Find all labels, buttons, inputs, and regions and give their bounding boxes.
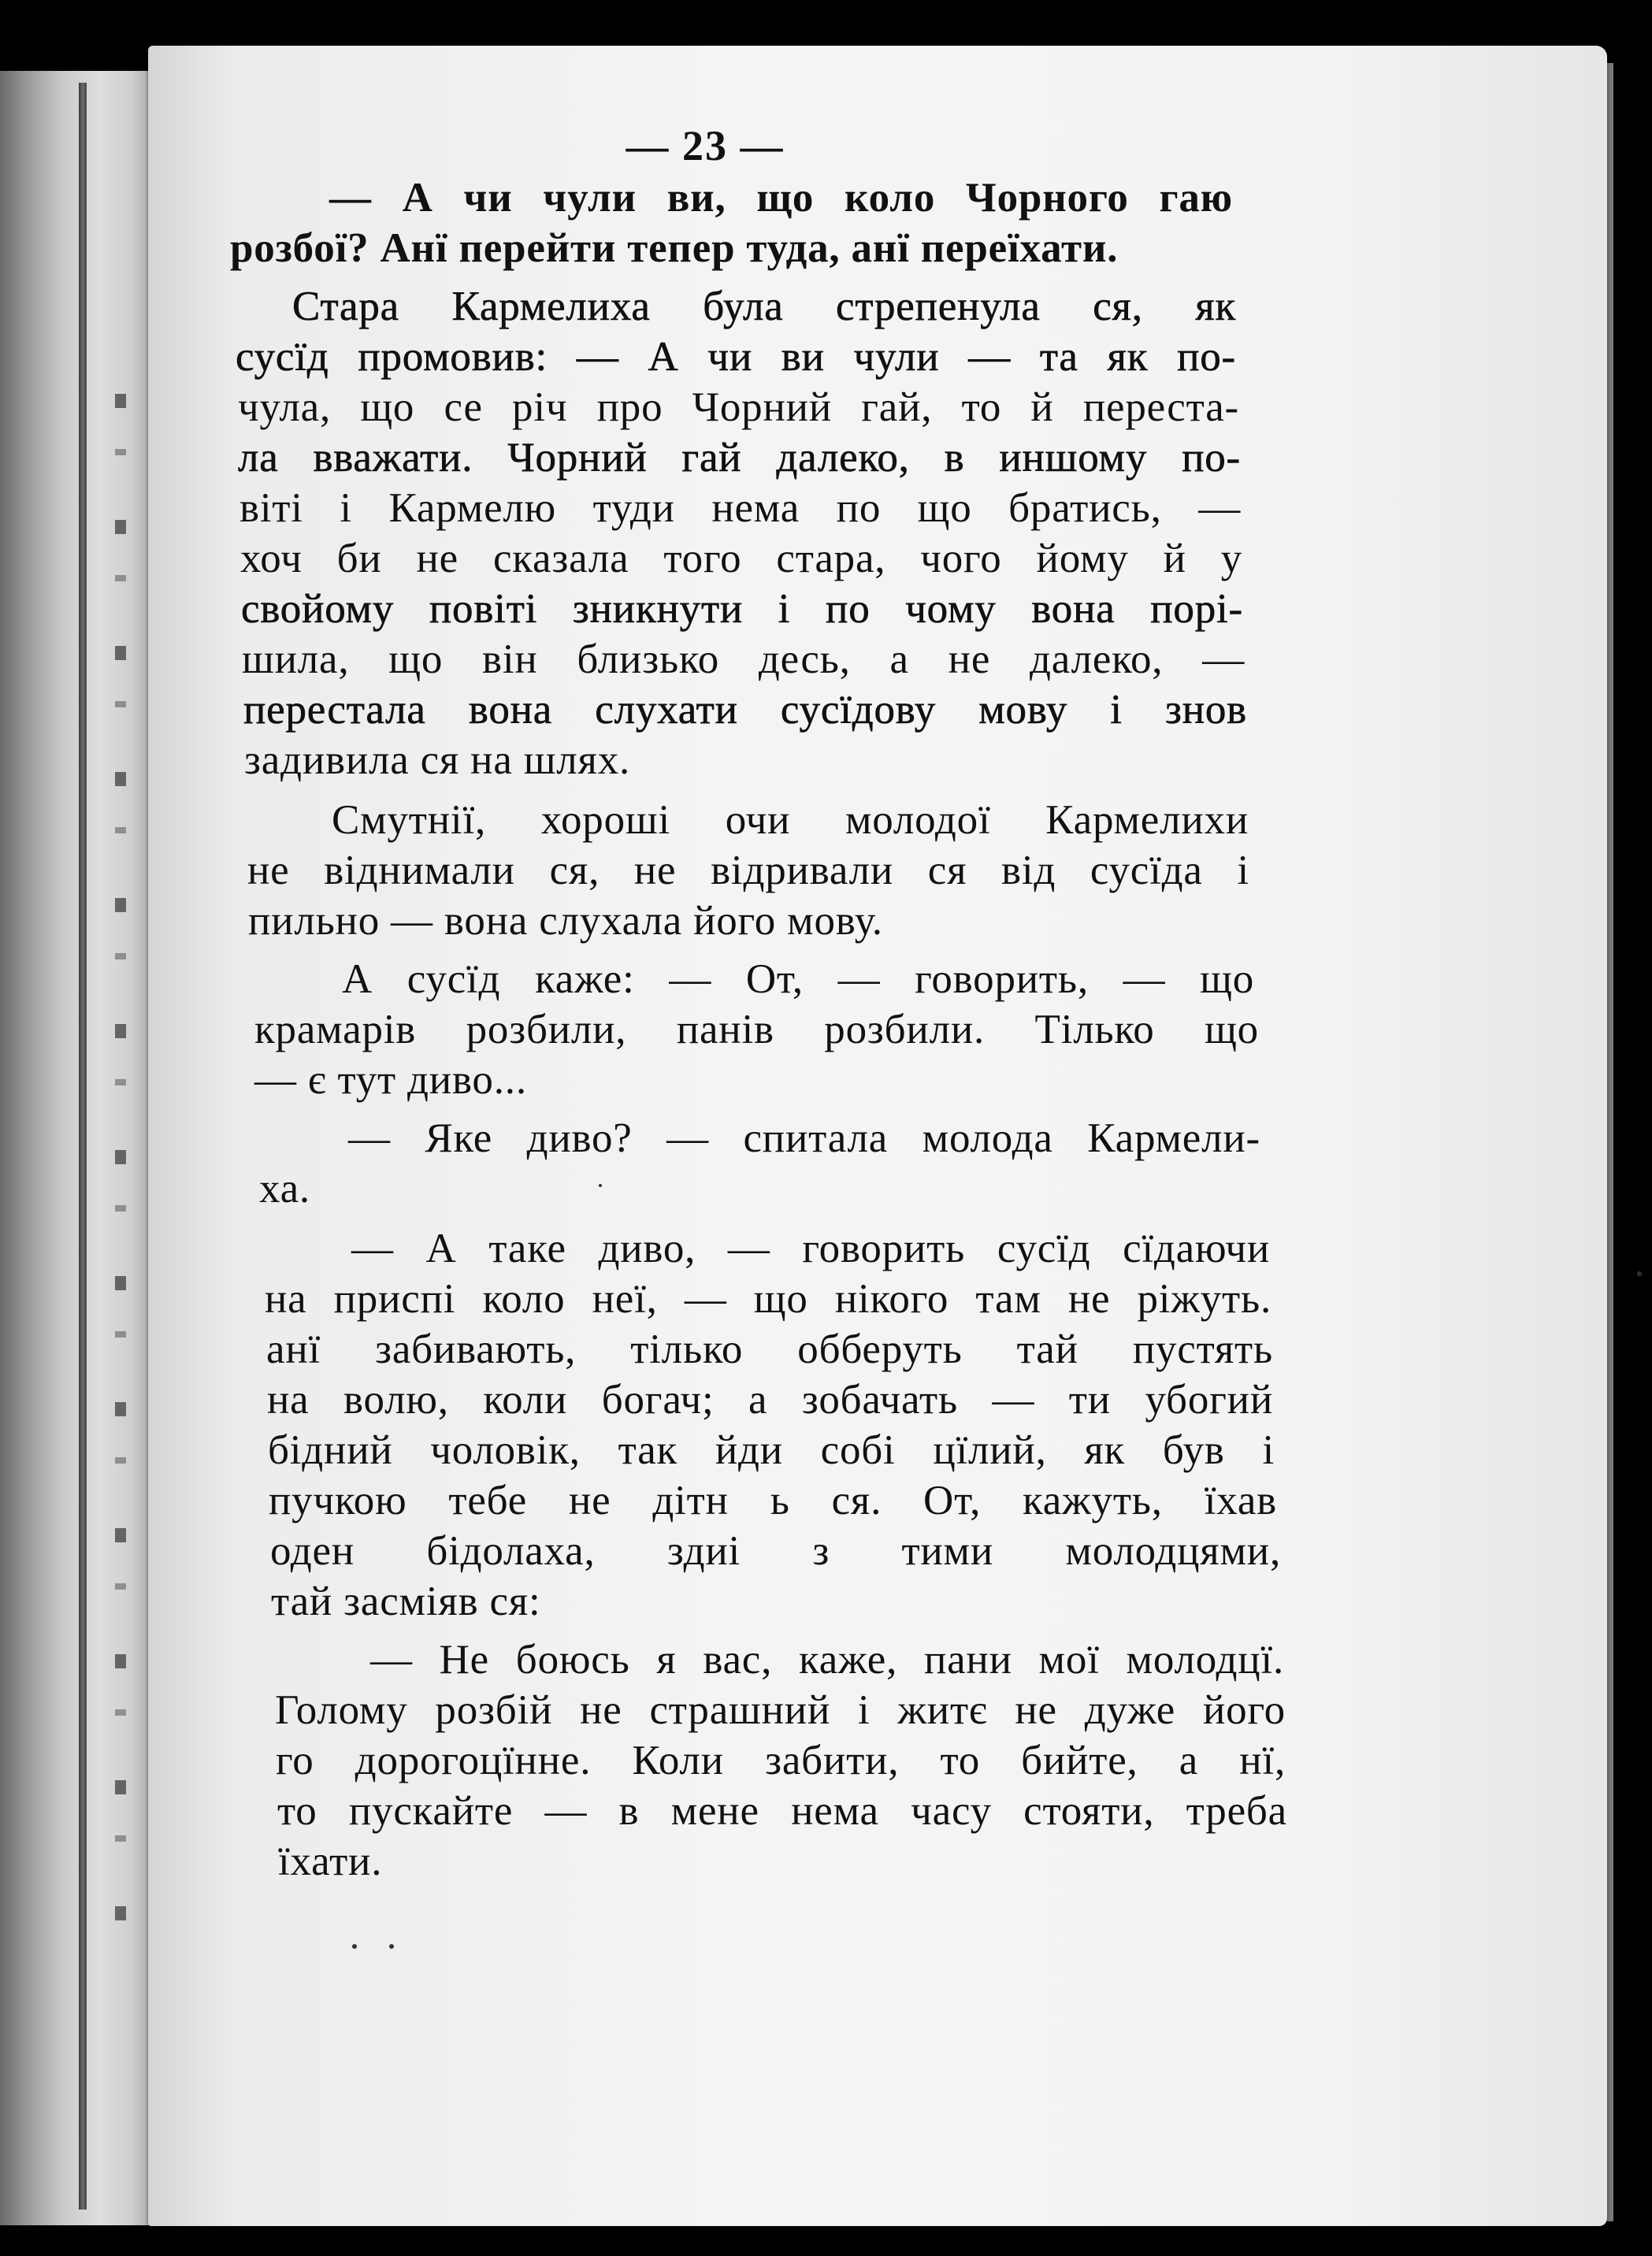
text-line: задивила ся на шлях. [244, 737, 631, 783]
text-line: ха. [259, 1166, 310, 1211]
text-line: — Яке диво? — спитала молода Кармели- [348, 1115, 1260, 1161]
page-right-shadow [1607, 63, 1613, 2221]
text-line: віті і Кармелю туди нема по що братись, — [239, 485, 1241, 531]
text-line: свойому повіті зникнути і по чому вона порі- [241, 586, 1243, 632]
text-line: пильно — вона слухала його мову. [248, 898, 883, 944]
text-line: Смутнії, хороші очи молодої Кармелихи [332, 797, 1249, 843]
book-gutter [79, 83, 87, 2210]
text-line: — є тут диво... [254, 1057, 527, 1103]
text-line: перестала вона слухати сусїдову мову і знов [243, 687, 1247, 733]
text-line: то пускайте — в мене нема часу стояти, треба [277, 1788, 1287, 1834]
text-line: на приспі коло неї, — що нікого там не ріжуть. [265, 1276, 1271, 1322]
text-line: — А чи чули ви, що коло Чорного гаю [329, 175, 1233, 221]
binding-stitching [115, 394, 126, 1954]
ink-speck [1637, 1271, 1642, 1276]
text-line: сусїд промовив: — А чи ви чули — та як по- [236, 334, 1236, 380]
text-line: розбої? Анї перейти тепер туда, анї переїхати. [230, 225, 1119, 271]
text-line: оден бідолаха, здиі з тими молодцями, [270, 1528, 1281, 1574]
text-line: тай засміяв ся: [271, 1579, 541, 1624]
text-line: крамарів розбили, панів розбили. Тілько що [254, 1007, 1259, 1052]
text-line: Стара Кармелиха була стрепенула ся, як [292, 284, 1236, 329]
page-number: — 23 — [626, 122, 785, 169]
text-line: бідний чоловік, так йди собі цїлий, як був і [268, 1427, 1275, 1473]
text-line: ла вважати. Чорний гай далеко, в иншому по- [238, 435, 1241, 481]
text-line: го дорогоцїнне. Коли забити, то бийте, а нї, [276, 1738, 1286, 1783]
ink-speck [389, 1944, 394, 1949]
ink-speck [599, 1184, 602, 1187]
text-line: — А таке диво, — говорить сусїд сїдаючи [351, 1226, 1270, 1271]
ink-speck [352, 1944, 357, 1949]
text-line: хоч би не сказала того стара, чого йому й у [240, 536, 1242, 581]
text-line: — Не боюсь я вас, каже, пани мої молодцї. [370, 1637, 1284, 1683]
text-line: анї забивають, тілько обберуть тай пустять [266, 1327, 1273, 1372]
text-line: чула, що се річ про Чорний гай, то й переста- [238, 384, 1239, 430]
text-line: А сусїд каже: — От, — говорить, — що [342, 956, 1254, 1002]
text-line: на волю, коли богач; а зобачать — ти убогий [267, 1377, 1273, 1423]
text-line: шила, що він близько десь, а не далеко, — [242, 636, 1245, 682]
left-page-edge [0, 71, 154, 2225]
text-line: не віднимали ся, не відривали ся від сусїда і [247, 848, 1249, 893]
text-line: пучкою тебе не дітн ь ся. От, кажуть, їхав [269, 1478, 1277, 1523]
text-line: їхати. [278, 1839, 383, 1884]
text-line: Голому розбій не страшний і житє не дуже його [275, 1687, 1286, 1733]
